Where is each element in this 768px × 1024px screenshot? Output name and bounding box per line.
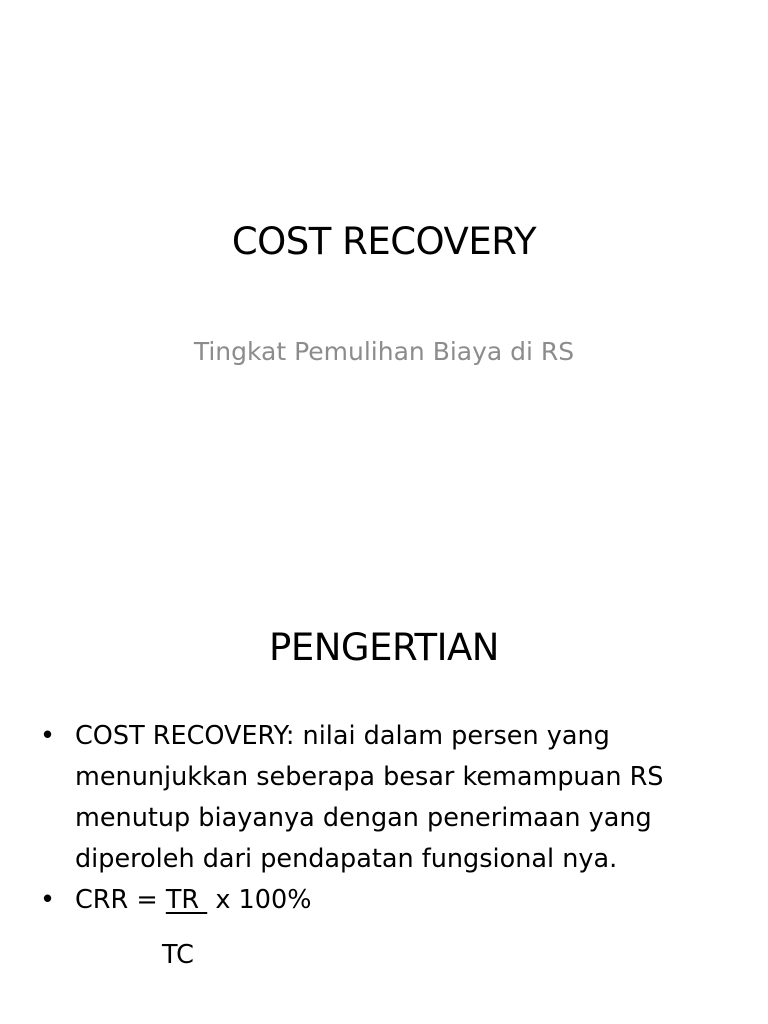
formula xyxy=(75,885,311,915)
bullet-marker: • xyxy=(40,885,56,915)
section-title: PENGERTIAN xyxy=(269,626,499,669)
formula-lhs: CRR = xyxy=(75,885,166,915)
formula-multiplier: x 100% xyxy=(207,885,312,915)
slide-title: COST RECOVERY xyxy=(231,220,537,263)
formula-denominator: TC xyxy=(162,940,194,970)
formula-numerator: TR xyxy=(165,885,208,915)
bullet-marker: • xyxy=(40,721,56,751)
bullet-list xyxy=(40,716,730,921)
bullet-item-formula xyxy=(40,880,730,921)
slide-subtitle: Tingkat Pemulihan Biaya di RS xyxy=(193,337,575,366)
definition-text: COST RECOVERY: nilai dalam persen yang menunjukkan seberapa besar kemampuan RS menutup biayanya dengan penerimaan yang diperoleh dari pendapatan fungsional nya. xyxy=(75,721,664,874)
bullet-item-definition xyxy=(40,716,730,880)
